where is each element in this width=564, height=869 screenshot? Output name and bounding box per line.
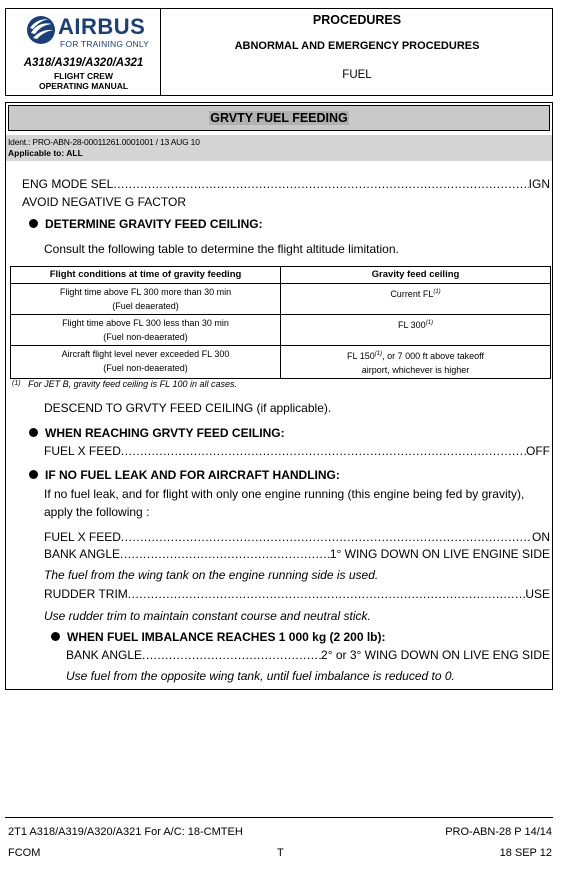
bank-angle-label: BANK ANGLE: [66, 648, 143, 662]
bank-angle-value: 2° or 3° WING DOWN ON LIVE ENG SIDE: [321, 648, 550, 662]
header-logo-block: [6, 9, 161, 95]
dot-leader: [142, 648, 321, 662]
page-header: [5, 8, 553, 96]
footer-aircraft: 2T1 A318/A319/A320/A321 For A/C: 18-CMTEH: [8, 826, 243, 838]
section-title: PROCEDURES: [312, 13, 402, 27]
bullet-icon: [29, 428, 38, 437]
footnote-ref: (1): [425, 320, 434, 326]
condition-text: Aircraft flight level never exceeded FL 300: [61, 349, 230, 359]
no-fuel-leak-text1: If no fuel leak, and for flight with only one engine running (this engine being fed by gravity),: [44, 487, 525, 501]
bank-angle-imbalance-line: [66, 648, 550, 662]
bank-angle-label: BANK ANGLE: [44, 547, 121, 561]
ident-text: Ident.: PRO-ABN-28-00011261.0001001 / 13 AUG 10: [8, 137, 200, 147]
procedure-frame: [5, 102, 553, 690]
table-cell-condition: [11, 284, 281, 315]
table-footnote: [12, 379, 237, 389]
airbus-logo: [26, 15, 151, 55]
rudder-note: Use rudder trim to maintain constant course and neutral stick.: [44, 609, 371, 623]
gravity-feed-table: [10, 266, 551, 379]
manual-name: [6, 71, 161, 91]
table-row: [11, 346, 551, 379]
footnote-ref: (1): [374, 351, 383, 357]
ceiling-text-rest: , or 7 000 ft above takeoff: [382, 351, 484, 361]
ceiling-text: FL 300: [397, 320, 426, 330]
table-header-ceiling: Gravity feed ceiling: [281, 267, 551, 284]
rudder-trim-value: USE: [525, 587, 550, 601]
fuel-x-feed-on-line: [44, 530, 550, 544]
bank-angle-value: 1° WING DOWN ON LIVE ENGINE SIDE: [329, 547, 550, 561]
fuel-imbalance-heading: [51, 630, 386, 644]
dot-leader: [128, 587, 526, 601]
dot-leader: [113, 177, 528, 191]
manual-name-line2: OPERATING MANUAL: [38, 81, 129, 91]
logo-subtitle: FOR TRAINING ONLY: [60, 39, 150, 49]
bullet-icon: [29, 470, 38, 479]
footer-code: T: [277, 847, 284, 859]
table-row: [11, 284, 551, 315]
manual-name-line1: FLIGHT CREW: [53, 71, 114, 81]
determine-ceiling-title: DETERMINE GRAVITY FEED CEILING:: [45, 217, 263, 231]
fuel-imbalance-title: WHEN FUEL IMBALANCE REACHES 1 000 kg (2 200 lb):: [67, 630, 386, 644]
reaching-ceiling-title: WHEN REACHING GRVTY FEED CEILING:: [45, 426, 285, 440]
reaching-ceiling-heading: [29, 426, 285, 440]
footnote-text: For JET B, gravity feed ceiling is FL 100 in all cases.: [28, 379, 238, 389]
rudder-trim-label: RUDDER TRIM: [44, 587, 128, 601]
table-cell-ceiling: [281, 315, 551, 346]
eng-mode-sel-value: IGN: [528, 177, 550, 191]
table-row: [11, 315, 551, 346]
header-section-block: [161, 9, 553, 95]
fuel-x-feed-off-line: [44, 444, 550, 458]
procedure-title-bar: [8, 105, 550, 131]
table-cell-ceiling: [281, 346, 551, 379]
imbalance-note: Use fuel from the opposite wing tank, until fuel imbalance is reduced to 0.: [66, 669, 455, 683]
footer-manual: FCOM: [8, 847, 41, 859]
ceiling-text: Current FL: [390, 289, 434, 299]
no-fuel-leak-text2: apply the following :: [44, 505, 150, 519]
footer-date: 18 SEP 12: [499, 847, 552, 859]
table-header-row: [11, 267, 551, 284]
footer-page-ref: PRO-ABN-28 P 14/14: [445, 826, 552, 838]
condition-subtext: (Fuel non-deaerated): [103, 332, 188, 342]
footnote-ref: (1): [433, 289, 441, 295]
condition-text: Flight time above FL 300 more than 30 min: [59, 287, 232, 297]
procedure-title: [9, 111, 549, 125]
rudder-trim-line: [44, 587, 550, 601]
table-cell-ceiling: [281, 284, 551, 315]
subsection-title: ABNORMAL AND EMERGENCY PROCEDURES: [234, 40, 480, 52]
avoid-neg-g: AVOID NEGATIVE G FACTOR: [22, 195, 187, 209]
fuel-x-feed-value: OFF: [526, 444, 550, 458]
fuel-x-feed-value: ON: [532, 530, 550, 544]
descend-step: DESCEND TO GRVTY FEED CEILING (if applicable).: [44, 401, 332, 415]
bullet-icon: [51, 632, 60, 641]
chapter-title: FUEL: [342, 69, 372, 81]
applicability-text: Applicable to: ALL: [8, 148, 83, 158]
fuel-x-feed-label: FUEL X FEED: [44, 530, 121, 544]
condition-subtext: (Fuel deaerated): [112, 301, 179, 311]
no-fuel-leak-heading: [29, 468, 340, 482]
table-cell-condition: [11, 315, 281, 346]
bullet-icon: [29, 219, 38, 228]
aircraft-models: A318/A319/A320/A321: [23, 57, 144, 69]
footnote-marker: (1): [12, 380, 21, 387]
no-fuel-leak-title: IF NO FUEL LEAK AND FOR AIRCRAFT HANDLING:: [45, 468, 340, 482]
ceiling-subtext: airport, whichever is higher: [361, 365, 470, 375]
determine-ceiling-heading: [29, 217, 263, 231]
airbus-swirl-icon: [26, 15, 56, 45]
procedure-title-text: GRVTY FUEL FEEDING: [210, 111, 348, 125]
dot-leader: [121, 530, 532, 544]
eng-mode-sel-line: [22, 177, 550, 191]
footer-rule: [5, 817, 553, 818]
dot-leader: [120, 547, 330, 561]
table-header-conditions: Flight conditions at time of gravity feeding: [11, 267, 281, 284]
dot-leader: [121, 444, 526, 458]
ceiling-text: FL 150: [347, 351, 375, 361]
ident-bar: [6, 135, 552, 161]
eng-mode-sel-label: ENG MODE SEL: [22, 177, 114, 191]
table-cell-condition: [11, 346, 281, 379]
logo-word: AIRBUS: [58, 14, 146, 39]
wing-tank-note: The fuel from the wing tank on the engine running side is used.: [44, 568, 379, 582]
fuel-x-feed-label: FUEL X FEED: [44, 444, 121, 458]
condition-text: Flight time above FL 300 less than 30 min: [62, 318, 229, 328]
determine-ceiling-text: Consult the following table to determine the flight altitude limitation.: [44, 242, 399, 256]
condition-subtext: (Fuel non-deaerated): [103, 363, 188, 373]
bank-angle-line: [44, 547, 550, 561]
